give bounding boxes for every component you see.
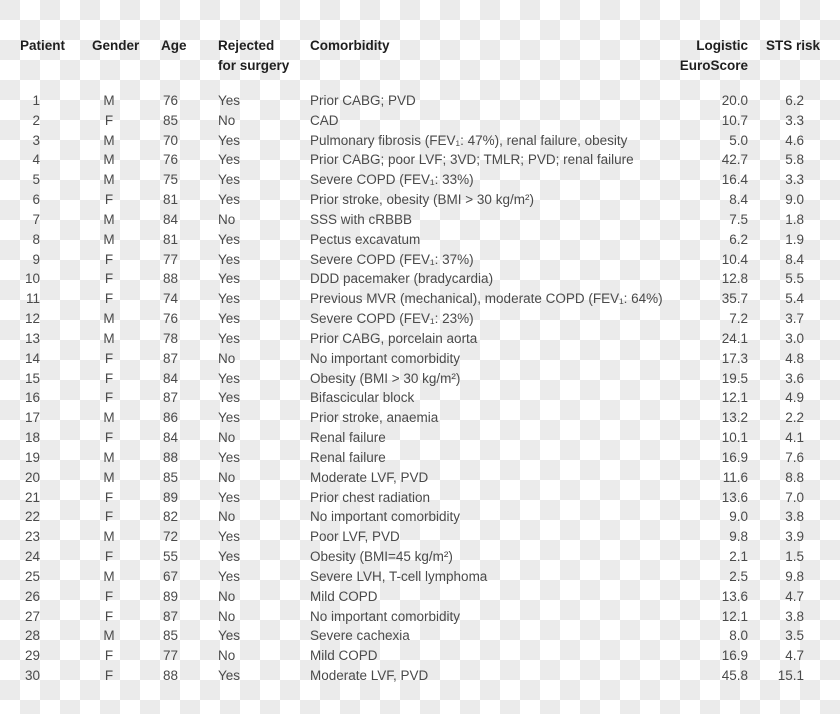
cell-age: 84 — [163, 370, 179, 386]
cell-gender: M — [103, 628, 115, 644]
cell-patient-number: 8 — [32, 231, 40, 247]
cell-logistic-euroscore: 24.1 — [721, 330, 748, 346]
table-row — [20, 190, 820, 210]
cell-sts-risk: 4.8 — [785, 350, 804, 366]
cell-patient-number: 7 — [32, 211, 40, 227]
cell-age: 86 — [163, 410, 179, 426]
col-header-rejected-line2: for surgery — [218, 57, 290, 73]
cell-sts-risk: 1.8 — [785, 211, 804, 227]
cell-sts-risk: 3.0 — [785, 330, 804, 346]
cell-patient-number: 30 — [24, 668, 40, 684]
cell-age: 77 — [163, 648, 179, 664]
cell-comorbidity: Prior stroke, obesity (BMI > 30 kg/m²) — [310, 192, 534, 208]
cell-patient-number: 26 — [24, 588, 40, 604]
cell-rejected-for-surgery: Yes — [218, 370, 241, 386]
cell-gender: F — [104, 648, 114, 664]
cell-gender: F — [104, 549, 114, 565]
cell-age: 76 — [163, 93, 179, 108]
cell-logistic-euroscore: 7.5 — [729, 211, 748, 227]
cell-age: 81 — [163, 192, 179, 208]
cell-logistic-euroscore: 19.5 — [721, 370, 748, 386]
cell-rejected-for-surgery: Yes — [218, 132, 241, 148]
cell-comorbidity: Renal failure — [310, 449, 386, 465]
cell-gender: F — [104, 430, 114, 446]
table-row — [20, 230, 820, 250]
cell-age: 85 — [163, 469, 179, 485]
cell-age: 85 — [163, 628, 179, 644]
cell-rejected-for-surgery: No — [218, 648, 236, 664]
cell-logistic-euroscore: 12.8 — [721, 271, 748, 287]
cell-gender: M — [103, 132, 115, 148]
cell-patient-number: 23 — [24, 529, 40, 545]
table-row — [20, 91, 820, 111]
table-row — [20, 309, 820, 329]
cell-comorbidity: Pectus excavatum — [310, 231, 421, 247]
cell-rejected-for-surgery: Yes — [218, 410, 241, 426]
cell-rejected-for-surgery: Yes — [218, 330, 241, 346]
cell-gender: F — [104, 608, 114, 624]
cell-sts-risk: 3.7 — [785, 311, 804, 327]
cell-sts-risk: 4.9 — [785, 390, 804, 406]
cell-gender: M — [103, 449, 115, 465]
cell-rejected-for-surgery: Yes — [218, 549, 241, 565]
table-row — [20, 349, 820, 369]
cell-gender: F — [104, 588, 114, 604]
cell-sts-risk: 8.4 — [785, 251, 804, 267]
cell-patient-number: 18 — [24, 430, 40, 446]
cell-rejected-for-surgery: Yes — [218, 152, 241, 168]
cell-sts-risk: 3.6 — [785, 370, 804, 386]
cell-rejected-for-surgery: Yes — [218, 668, 241, 684]
cell-age: 67 — [163, 568, 179, 584]
table-body — [20, 91, 820, 686]
cell-patient-number: 27 — [24, 608, 40, 624]
cell-age: 88 — [163, 668, 179, 684]
cell-sts-risk: 3.3 — [785, 172, 804, 188]
col-header-gender — [92, 36, 152, 91]
cell-age: 74 — [163, 291, 179, 307]
cell-gender: M — [103, 311, 115, 327]
cell-gender: F — [104, 291, 114, 307]
cell-rejected-for-surgery: Yes — [218, 568, 241, 584]
cell-gender: F — [104, 390, 114, 406]
cell-comorbidity: Prior CABG; poor LVF; 3VD; TMLR; PVD; renal failure — [310, 152, 634, 168]
col-header-comorbidity — [310, 36, 660, 91]
cell-comorbidity: Moderate LVF, PVD — [310, 668, 429, 684]
cell-gender: F — [104, 668, 114, 684]
cell-gender: M — [103, 568, 115, 584]
cell-sts-risk: 6.2 — [785, 93, 804, 108]
table-row — [20, 607, 820, 627]
cell-sts-risk: 2.2 — [785, 410, 804, 426]
cell-rejected-for-surgery: Yes — [218, 390, 241, 406]
cell-comorbidity: No important comorbidity — [310, 350, 461, 366]
cell-patient-number: 17 — [24, 410, 40, 426]
cell-patient-number: 21 — [24, 489, 40, 505]
cell-rejected-for-surgery: Yes — [218, 271, 241, 287]
table-row — [20, 408, 820, 428]
cell-comorbidity: Previous MVR (mechanical), moderate COPD (FEV₁: 64%) — [310, 291, 663, 307]
cell-comorbidity: CAD — [310, 112, 339, 128]
cell-sts-risk: 3.5 — [785, 628, 804, 644]
col-header-sts-risk — [752, 36, 820, 91]
cell-sts-risk: 5.4 — [785, 291, 804, 307]
cell-logistic-euroscore: 7.2 — [729, 311, 748, 327]
cell-patient-number: 16 — [24, 390, 40, 406]
cell-comorbidity: Prior stroke, anaemia — [310, 410, 439, 426]
cell-patient-number: 10 — [24, 271, 40, 287]
cell-rejected-for-surgery: Yes — [218, 192, 241, 208]
cell-logistic-euroscore: 6.2 — [729, 231, 748, 247]
cell-sts-risk: 4.6 — [785, 132, 804, 148]
cell-rejected-for-surgery: Yes — [218, 172, 241, 188]
cell-logistic-euroscore: 16.9 — [721, 648, 748, 664]
cell-patient-number: 28 — [24, 628, 40, 644]
cell-logistic-euroscore: 20.0 — [721, 93, 748, 108]
cell-logistic-euroscore: 2.5 — [729, 568, 748, 584]
col-header-patient — [20, 36, 92, 91]
cell-logistic-euroscore: 11.6 — [722, 469, 748, 485]
cell-sts-risk: 1.5 — [785, 549, 804, 565]
cell-logistic-euroscore: 10.4 — [721, 251, 748, 267]
cell-age: 76 — [163, 311, 179, 327]
cell-gender: M — [103, 529, 115, 545]
cell-rejected-for-surgery: Yes — [218, 628, 241, 644]
cell-patient-number: 25 — [24, 568, 40, 584]
cell-patient-number: 29 — [24, 648, 40, 664]
cell-patient-number: 22 — [24, 509, 40, 525]
cell-comorbidity: Poor LVF, PVD — [310, 529, 400, 545]
cell-gender: M — [103, 152, 115, 168]
cell-logistic-euroscore: 17.3 — [721, 350, 748, 366]
cell-patient-number: 19 — [24, 449, 40, 465]
cell-rejected-for-surgery: No — [218, 509, 236, 525]
cell-patient-number: 2 — [32, 112, 40, 128]
col-header-comorbidity-label: Comorbidity — [310, 38, 390, 53]
cell-gender: F — [104, 112, 114, 128]
table-row — [20, 488, 820, 508]
col-header-rejected-line1: Rejected — [218, 38, 275, 53]
cell-rejected-for-surgery: No — [218, 608, 236, 624]
cell-sts-risk: 7.6 — [785, 449, 804, 465]
cell-gender: M — [103, 469, 115, 485]
table-row — [20, 210, 820, 230]
cell-sts-risk: 8.8 — [785, 469, 804, 485]
cell-age: 77 — [163, 251, 179, 267]
cell-logistic-euroscore: 13.6 — [721, 588, 748, 604]
cell-sts-risk: 4.7 — [785, 588, 804, 604]
cell-rejected-for-surgery: No — [218, 430, 236, 446]
cell-rejected-for-surgery: Yes — [218, 231, 241, 247]
cell-patient-number: 6 — [32, 192, 40, 208]
cell-gender: F — [104, 251, 114, 267]
patient-characteristics-table — [20, 36, 820, 686]
cell-age: 87 — [163, 390, 179, 406]
cell-comorbidity: Renal failure — [310, 430, 386, 446]
col-header-age-label: Age — [161, 38, 187, 53]
cell-age: 81 — [163, 231, 179, 247]
cell-patient-number: 14 — [24, 350, 40, 366]
cell-rejected-for-surgery: Yes — [218, 449, 241, 465]
table-row — [20, 269, 820, 289]
cell-gender: M — [103, 330, 115, 346]
cell-sts-risk: 5.5 — [785, 271, 804, 287]
cell-age: 87 — [163, 350, 179, 366]
table-row — [20, 468, 820, 488]
cell-comorbidity: No important comorbidity — [310, 608, 461, 624]
col-header-euroscore-line1: Logistic — [696, 38, 748, 53]
cell-rejected-for-surgery: Yes — [218, 93, 241, 108]
cell-logistic-euroscore: 5.0 — [729, 132, 748, 148]
cell-logistic-euroscore: 13.6 — [721, 489, 748, 505]
cell-logistic-euroscore: 35.7 — [721, 291, 748, 307]
col-header-rejected-for-surgery — [218, 36, 310, 91]
cell-age: 88 — [163, 271, 179, 287]
table-row — [20, 150, 820, 170]
cell-patient-number: 11 — [25, 291, 40, 307]
cell-gender: F — [104, 509, 114, 525]
cell-age: 85 — [163, 112, 179, 128]
cell-age: 55 — [163, 549, 179, 565]
cell-patient-number: 9 — [32, 251, 40, 267]
cell-comorbidity: Severe COPD (FEV₁: 23%) — [310, 311, 474, 327]
cell-gender: M — [103, 93, 115, 108]
cell-comorbidity: Obesity (BMI=45 kg/m²) — [310, 549, 453, 565]
cell-sts-risk: 3.8 — [785, 509, 804, 525]
cell-patient-number: 20 — [24, 469, 40, 485]
cell-logistic-euroscore: 12.1 — [721, 390, 748, 406]
cell-age: 70 — [163, 132, 179, 148]
cell-logistic-euroscore: 8.0 — [729, 628, 748, 644]
cell-logistic-euroscore: 42.7 — [721, 152, 748, 168]
cell-comorbidity: Severe cachexia — [310, 628, 410, 644]
cell-sts-risk: 9.0 — [785, 192, 804, 208]
cell-gender: F — [104, 370, 114, 386]
cell-logistic-euroscore: 10.1 — [721, 430, 748, 446]
cell-rejected-for-surgery: No — [218, 211, 236, 227]
table-row — [20, 567, 820, 587]
cell-rejected-for-surgery: Yes — [218, 311, 241, 327]
cell-comorbidity: Prior CABG; PVD — [310, 93, 416, 108]
cell-sts-risk: 3.8 — [785, 608, 804, 624]
cell-age: 78 — [163, 330, 179, 346]
cell-rejected-for-surgery: Yes — [218, 489, 241, 505]
cell-rejected-for-surgery: No — [218, 469, 236, 485]
cell-gender: M — [103, 231, 115, 247]
table-row — [20, 646, 820, 666]
cell-comorbidity: Bifascicular block — [310, 390, 415, 406]
cell-comorbidity: Mild COPD — [310, 588, 378, 604]
cell-gender: F — [104, 350, 114, 366]
cell-patient-number: 1 — [32, 93, 40, 108]
cell-logistic-euroscore: 9.0 — [729, 509, 748, 525]
cell-comorbidity: DDD pacemaker (bradycardia) — [310, 271, 494, 287]
cell-sts-risk: 4.1 — [785, 430, 804, 446]
cell-comorbidity: Prior CABG, porcelain aorta — [310, 330, 478, 346]
table-row — [20, 250, 820, 270]
cell-sts-risk: 5.8 — [785, 152, 804, 168]
col-header-age — [152, 36, 218, 91]
cell-sts-risk: 15.1 — [777, 668, 804, 684]
cell-patient-number: 3 — [32, 132, 40, 148]
cell-age: 89 — [163, 489, 179, 505]
cell-patient-number: 5 — [32, 172, 40, 188]
cell-patient-number: 24 — [24, 549, 40, 565]
col-header-sts-label: STS risk — [765, 38, 820, 53]
cell-sts-risk: 3.3 — [785, 112, 804, 128]
cell-age: 72 — [163, 529, 179, 545]
cell-sts-risk: 4.7 — [785, 648, 804, 664]
cell-comorbidity: SSS with cRBBB — [310, 211, 413, 227]
cell-age: 84 — [163, 211, 179, 227]
cell-comorbidity: Pulmonary fibrosis (FEV₁: 47%), renal failure, obesity — [310, 132, 628, 148]
table-row — [20, 111, 820, 131]
cell-logistic-euroscore: 13.2 — [721, 410, 748, 426]
cell-gender: F — [104, 271, 114, 287]
cell-sts-risk: 3.9 — [785, 529, 804, 545]
cell-age: 76 — [163, 152, 179, 168]
table-row — [20, 507, 820, 527]
table-row — [20, 329, 820, 349]
cell-comorbidity: Severe COPD (FEV₁: 37%) — [310, 251, 474, 267]
cell-comorbidity: Mild COPD — [310, 648, 378, 664]
table-row — [20, 547, 820, 567]
cell-gender: F — [104, 192, 114, 208]
cell-comorbidity: Moderate LVF, PVD — [310, 469, 429, 485]
col-header-logistic-euroscore — [660, 36, 752, 91]
table-row — [20, 448, 820, 468]
cell-logistic-euroscore: 9.8 — [729, 529, 748, 545]
table-row — [20, 666, 820, 686]
table-row — [20, 626, 820, 646]
cell-patient-number: 4 — [32, 152, 40, 168]
cell-rejected-for-surgery: Yes — [218, 291, 241, 307]
cell-comorbidity: No important comorbidity — [310, 509, 461, 525]
table-row — [20, 388, 820, 408]
cell-gender: F — [104, 489, 114, 505]
table-row — [20, 587, 820, 607]
table-row — [20, 289, 820, 309]
cell-patient-number: 13 — [24, 330, 40, 346]
cell-patient-number: 12 — [24, 311, 40, 327]
col-header-patient-label: Patient — [20, 38, 66, 53]
col-header-euroscore-line2: EuroScore — [679, 57, 748, 73]
cell-patient-number: 15 — [24, 370, 40, 386]
cell-logistic-euroscore: 12.1 — [721, 608, 748, 624]
cell-comorbidity: Prior chest radiation — [310, 489, 431, 505]
cell-sts-risk: 7.0 — [785, 489, 804, 505]
table-row — [20, 369, 820, 389]
cell-sts-risk: 1.9 — [785, 231, 804, 247]
cell-logistic-euroscore: 45.8 — [721, 668, 748, 684]
header-row — [20, 36, 820, 91]
cell-rejected-for-surgery: No — [218, 588, 236, 604]
cell-logistic-euroscore: 16.9 — [721, 449, 748, 465]
cell-rejected-for-surgery: No — [218, 350, 236, 366]
cell-rejected-for-surgery: No — [218, 112, 236, 128]
cell-age: 82 — [163, 509, 179, 525]
cell-logistic-euroscore: 8.4 — [729, 192, 748, 208]
cell-sts-risk: 9.8 — [785, 568, 804, 584]
cell-age: 88 — [163, 449, 179, 465]
col-header-gender-label: Gender — [92, 38, 140, 53]
table-row — [20, 428, 820, 448]
cell-rejected-for-surgery: Yes — [218, 251, 241, 267]
cell-rejected-for-surgery: Yes — [218, 529, 241, 545]
cell-age: 89 — [163, 588, 179, 604]
cell-age: 87 — [163, 608, 179, 624]
cell-gender: M — [103, 410, 115, 426]
table-row — [20, 131, 820, 151]
table-row — [20, 527, 820, 547]
table-row — [20, 170, 820, 190]
cell-gender: M — [103, 211, 115, 227]
cell-logistic-euroscore: 2.1 — [729, 549, 748, 565]
cell-gender: M — [103, 172, 115, 188]
cell-comorbidity: Obesity (BMI > 30 kg/m²) — [310, 370, 461, 386]
cell-comorbidity: Severe LVH, T-cell lymphoma — [310, 568, 488, 584]
cell-comorbidity: Severe COPD (FEV₁: 33%) — [310, 172, 474, 188]
cell-logistic-euroscore: 10.7 — [721, 112, 748, 128]
cell-age: 75 — [163, 172, 179, 188]
cell-logistic-euroscore: 16.4 — [721, 172, 748, 188]
cell-age: 84 — [163, 430, 179, 446]
